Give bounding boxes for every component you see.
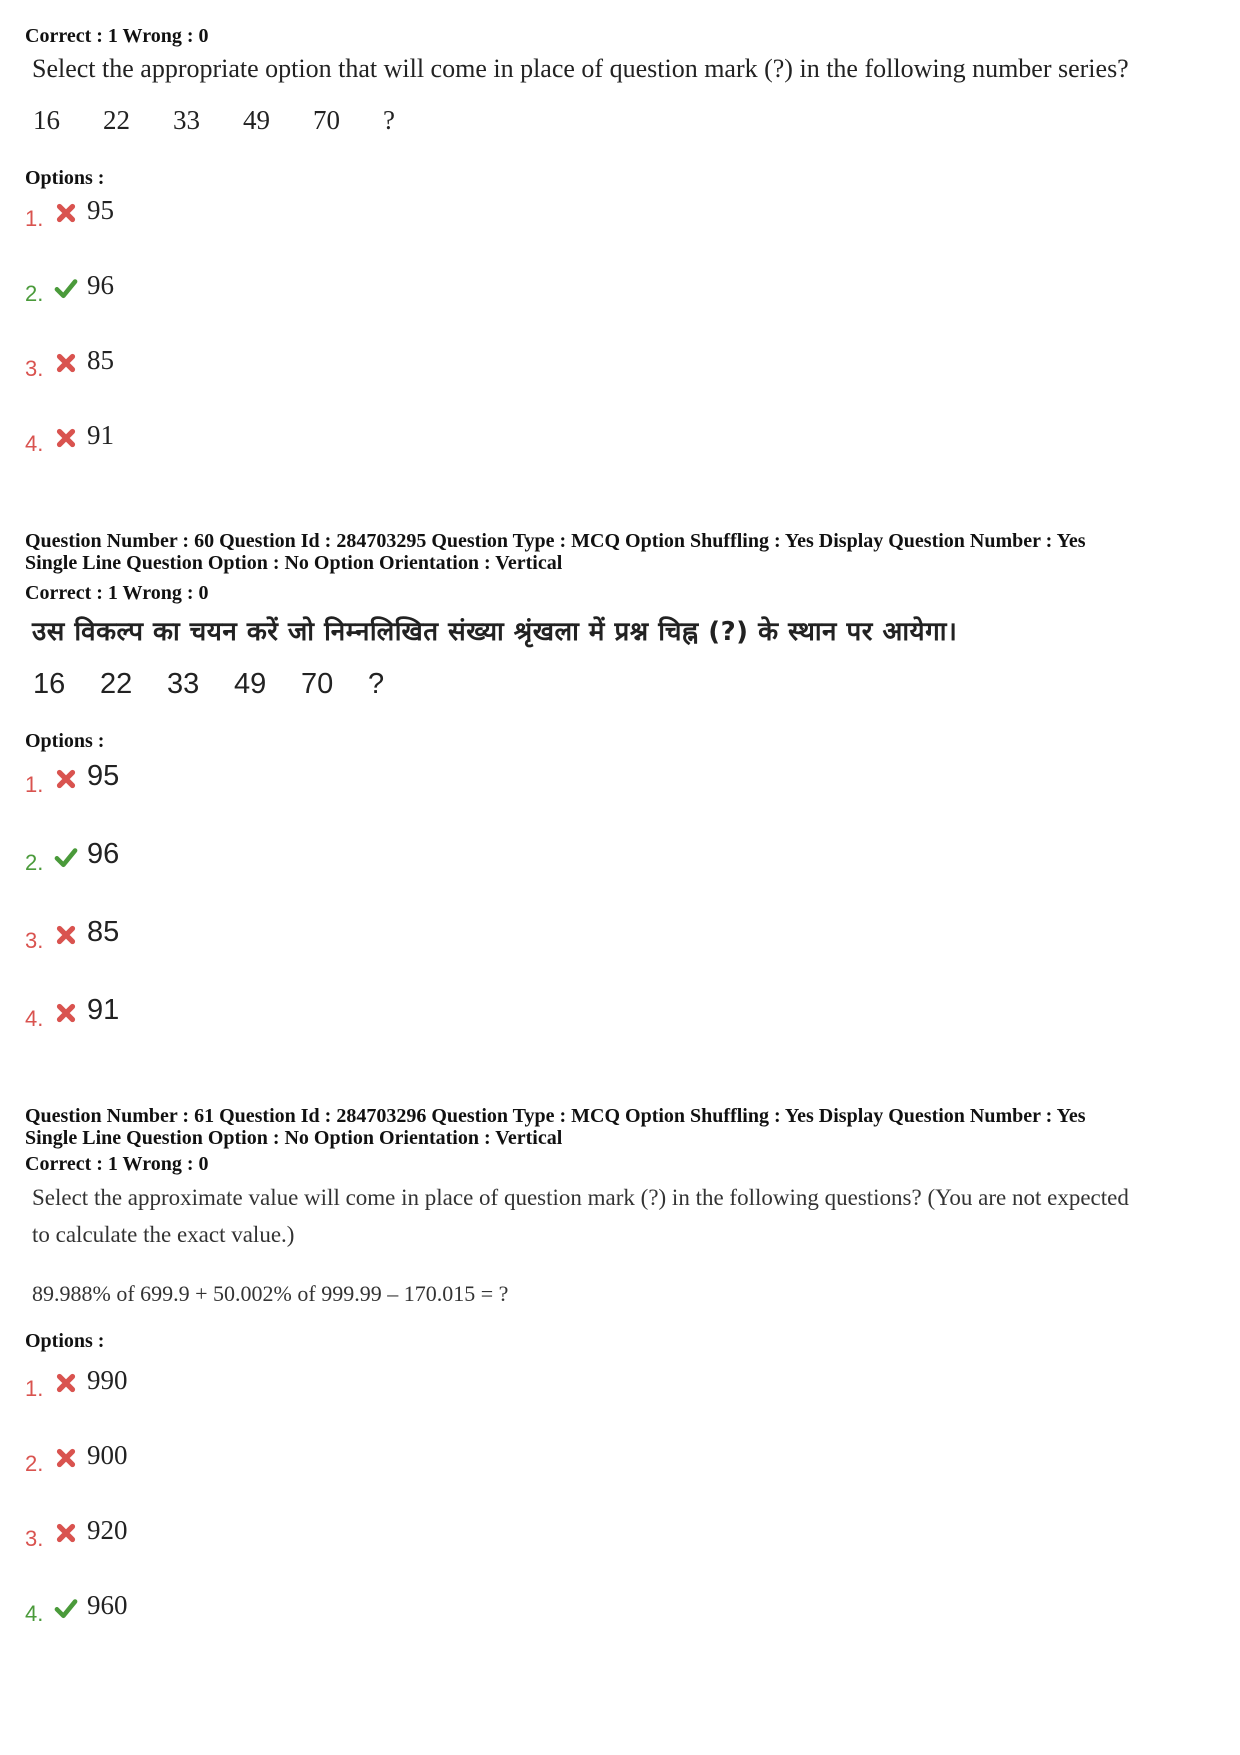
series-term: 49: [243, 105, 270, 135]
question-block-61: [25, 1105, 1215, 1307]
series-term: 49: [234, 668, 267, 700]
question-meta: Single Line Question Option : No Option Orientation : Vertical: [25, 552, 563, 574]
question-meta: Question Number : 60 Question Id : 284703295 Question Type : MCQ Option Shuffling : Yes Display Question Number : Yes: [25, 530, 1086, 552]
option-2: [25, 270, 114, 306]
option-value: 990: [87, 1365, 128, 1395]
option-number: 3.: [25, 927, 44, 953]
option-number: 2.: [25, 1450, 44, 1476]
option-2: [25, 1440, 128, 1476]
question-meta: Question Number : 61 Question Id : 284703296 Question Type : MCQ Option Shuffling : Yes Display Question Number : Yes: [25, 1105, 1086, 1127]
question-text: Select the appropriate option that will come in place of question mark (?) in the following number series?: [32, 54, 1129, 83]
option-number: 4.: [25, 1005, 44, 1031]
option-number: 1.: [25, 1375, 44, 1401]
cross-icon: [53, 1000, 79, 1026]
cross-icon: [53, 350, 79, 376]
series-term: ?: [383, 105, 395, 135]
option-number: 1.: [25, 771, 44, 797]
question-meta: Single Line Question Option : No Option Orientation : Vertical: [25, 1127, 563, 1149]
option-3: [25, 1515, 128, 1551]
option-3: [25, 916, 120, 953]
cross-icon: [53, 200, 79, 226]
number-series: [25, 668, 1215, 701]
option-value: 96: [87, 838, 120, 870]
score-line: Correct : 1 Wrong : 0: [25, 1153, 209, 1175]
options-label: Options :: [25, 1330, 105, 1352]
cross-icon: [53, 1520, 79, 1546]
question-text: उस विकल्प का चयन करें जो निम्नलिखित संख्या श्रृंखला में प्रश्न चिह्न (?) के स्थान पर आयेगा।: [32, 617, 958, 647]
option-number: 3.: [25, 1525, 44, 1551]
option-number: 3.: [25, 355, 44, 381]
option-1: [25, 1365, 128, 1401]
series-term: 33: [173, 105, 200, 135]
options-label: Options :: [25, 167, 105, 189]
option-number: 2.: [25, 849, 44, 875]
cross-icon: [53, 1370, 79, 1396]
cross-icon: [53, 922, 79, 948]
option-number: 4.: [25, 430, 44, 456]
option-number: 2.: [25, 280, 44, 306]
check-icon: [53, 275, 79, 301]
check-icon: [53, 844, 79, 870]
options-label: Options :: [25, 730, 105, 752]
cross-icon: [53, 1445, 79, 1471]
series-term: 16: [33, 105, 60, 135]
series-term: 70: [301, 668, 334, 700]
series-term: 22: [103, 105, 130, 135]
score-line: Correct : 1 Wrong : 0: [25, 25, 209, 47]
number-series: [25, 105, 1215, 136]
option-value: 85: [87, 345, 114, 375]
option-value: 960: [87, 1590, 128, 1620]
option-value: 920: [87, 1515, 128, 1545]
option-4: [25, 994, 120, 1031]
option-2: [25, 838, 120, 875]
option-3: [25, 345, 114, 381]
question-expression: 89.988% of 699.9 + 50.002% of 999.99 – 170.015 = ?: [32, 1281, 509, 1306]
cross-icon: [53, 425, 79, 451]
question-text: Select the approximate value will come in place of question mark (?) in the following questions? (You are not expected: [32, 1185, 1129, 1210]
option-number: 4.: [25, 1600, 44, 1626]
question-block-60: [25, 530, 1215, 701]
question-text: to calculate the exact value.): [32, 1222, 295, 1247]
option-value: 91: [87, 420, 114, 450]
option-value: 95: [87, 195, 114, 225]
score-line: Correct : 1 Wrong : 0: [25, 582, 209, 604]
series-term: 22: [100, 668, 133, 700]
series-term: 70: [313, 105, 340, 135]
series-term: 16: [33, 668, 66, 700]
series-term: ?: [368, 668, 385, 700]
option-value: 95: [87, 760, 120, 792]
option-number: 1.: [25, 205, 44, 231]
option-value: 96: [87, 270, 114, 300]
option-1: [25, 195, 114, 231]
cross-icon: [53, 766, 79, 792]
question-block-1: [25, 25, 1215, 136]
option-4: [25, 1590, 128, 1626]
check-icon: [53, 1595, 79, 1621]
option-1: [25, 760, 120, 797]
option-value: 91: [87, 994, 120, 1026]
option-value: 900: [87, 1440, 128, 1470]
series-term: 33: [167, 668, 200, 700]
option-4: [25, 420, 114, 456]
option-value: 85: [87, 916, 120, 948]
